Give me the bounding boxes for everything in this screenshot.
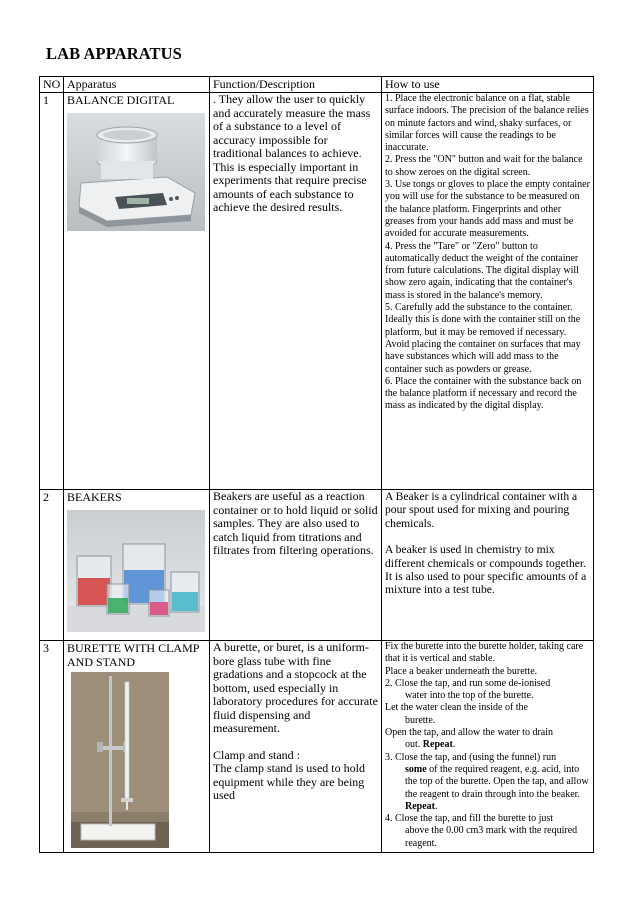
step-text: 3. Use tongs or gloves to place the empty container you will use for the substance to be measured on the balance platform. Fingerprints and other greases from your hands add mass and must be avoided for accurate measurements. <box>385 179 590 240</box>
step-text: Fix the burette into the burette holder, taking care that it is vertical and stable. <box>385 641 584 665</box>
how-text: A Beaker is a cylindrical container with a pour spout used for mixing and pouring chemicals. <box>385 490 578 530</box>
apparatus-name: BALANCE DIGITAL <box>67 93 175 107</box>
step-text: 2. Press the "ON" button and wait for the balance to show zeroes on the digital screen. <box>385 154 583 178</box>
step-text: 5. Carefully add the substance to the container. Ideally this is done with the container still on the platform, but it may be removed if necessary. Avoid placing the container on surfaces that may have substances which will add mass to the container such as powders or grease. <box>385 302 581 375</box>
table-row <box>40 641 594 853</box>
header-how-to-use: How to use <box>382 77 594 93</box>
step-text: out. Repeat. <box>405 739 456 751</box>
emphasis-text: Repeat <box>405 800 435 812</box>
step-text-part: out. <box>405 739 421 751</box>
step-text: 4. Press the "Tare" or "Zero" button to automatically deduct the weight of the container from future calculations. The digital display will show zero again, indicating that the container's mass is stored in the balance's memory. <box>385 240 579 301</box>
header-function: Function/Description <box>210 77 382 93</box>
emphasis-text: some <box>405 763 427 775</box>
apparatus-name: BURETTE WITH CLAMP AND STAND <box>67 641 199 669</box>
function-text: . They allow the user to quickly and accurately measure the mass of a substance to a level of accuracy impossible for traditional balances to achieve. This is especially important in experiments that require precise amounts of each substance to achieve the desired results. <box>213 92 371 214</box>
function-subheading: Clamp and stand : <box>213 747 300 762</box>
how-to-use-cell <box>382 641 594 853</box>
function-cell <box>210 93 382 490</box>
step-text: burette. <box>405 714 436 726</box>
table-row <box>40 93 594 490</box>
header-no: NO <box>40 77 64 93</box>
burette-stand-image <box>71 672 169 848</box>
step-text: 6. Place the container with the substance back on the balance platform if necessary and record the mass as indicated by the digital display. <box>385 375 582 412</box>
row-number: 2 <box>40 490 64 641</box>
apparatus-table <box>39 76 594 853</box>
step-text: Open the tap, and allow the water to drain <box>385 727 553 739</box>
row-number: 1 <box>40 93 64 490</box>
row-number: 3 <box>40 641 64 853</box>
function-text: A burette, or buret, is a uniform-bore glass tube with fine gradations and a stopcock at the bottom, used especially in laboratory procedures for accurate fluid dispensing and measurement. <box>213 640 378 735</box>
step-text: 1. Place the electronic balance on a flat, stable surface indoors. The precision of the balance relies on minute factors and wind, shaky surfaces, or similar forces will cause the readings to be inaccurate. <box>385 93 589 154</box>
digital-balance-image <box>67 113 205 231</box>
function-cell <box>210 490 382 641</box>
step-text: Let the water clean the inside of the <box>385 702 528 714</box>
step-text: water into the top of the burette. <box>405 690 534 702</box>
emphasis-text: Repeat <box>422 739 453 751</box>
how-to-use-cell <box>382 490 594 641</box>
apparatus-cell <box>64 641 210 853</box>
step-text: 3. Close the tap, and (using the funnel) run <box>385 751 557 763</box>
step-text: some of the required reagent, e.g. acid, into the top of the burette. Open the tap, and allow the reagent to drain through into the beaker. Repeat. <box>405 763 589 812</box>
table-header-row <box>40 77 594 93</box>
step-text: 4. Close the tap, and fill the burette to just <box>385 813 554 825</box>
how-to-use-cell <box>382 93 594 490</box>
function-text: Beakers are useful as a reaction container or to hold liquid or solid samples. They are also used to catch liquid from titrations and filtrates from filtering operations. <box>213 489 378 557</box>
step-text: 2. Close the tap, and run some de-ionised <box>385 677 551 689</box>
header-apparatus: Apparatus <box>64 77 210 93</box>
function-cell <box>210 641 382 853</box>
step-text: Place a beaker underneath the burette. <box>385 665 538 677</box>
step-text: above the 0.00 cm3 mark with the required reagent. <box>405 825 578 849</box>
apparatus-cell <box>64 93 210 490</box>
step-text-part: of the required reagent, e.g. acid, into the top of the burette. Open the tap, and allow the reagent to drain through into the beaker. <box>405 763 589 800</box>
apparatus-cell <box>64 490 210 641</box>
how-text: A beaker is used in chemistry to mix different chemicals or compounds together. It is also used to pour specific amounts of a mixture into a test tube. <box>385 543 587 597</box>
page-title: LAB APPARATUS <box>46 44 182 63</box>
function-text: The clamp stand is used to hold equipment while they are being used <box>213 761 365 802</box>
apparatus-name: BEAKERS <box>67 490 122 504</box>
beakers-image <box>67 510 205 632</box>
table-row <box>40 490 594 641</box>
